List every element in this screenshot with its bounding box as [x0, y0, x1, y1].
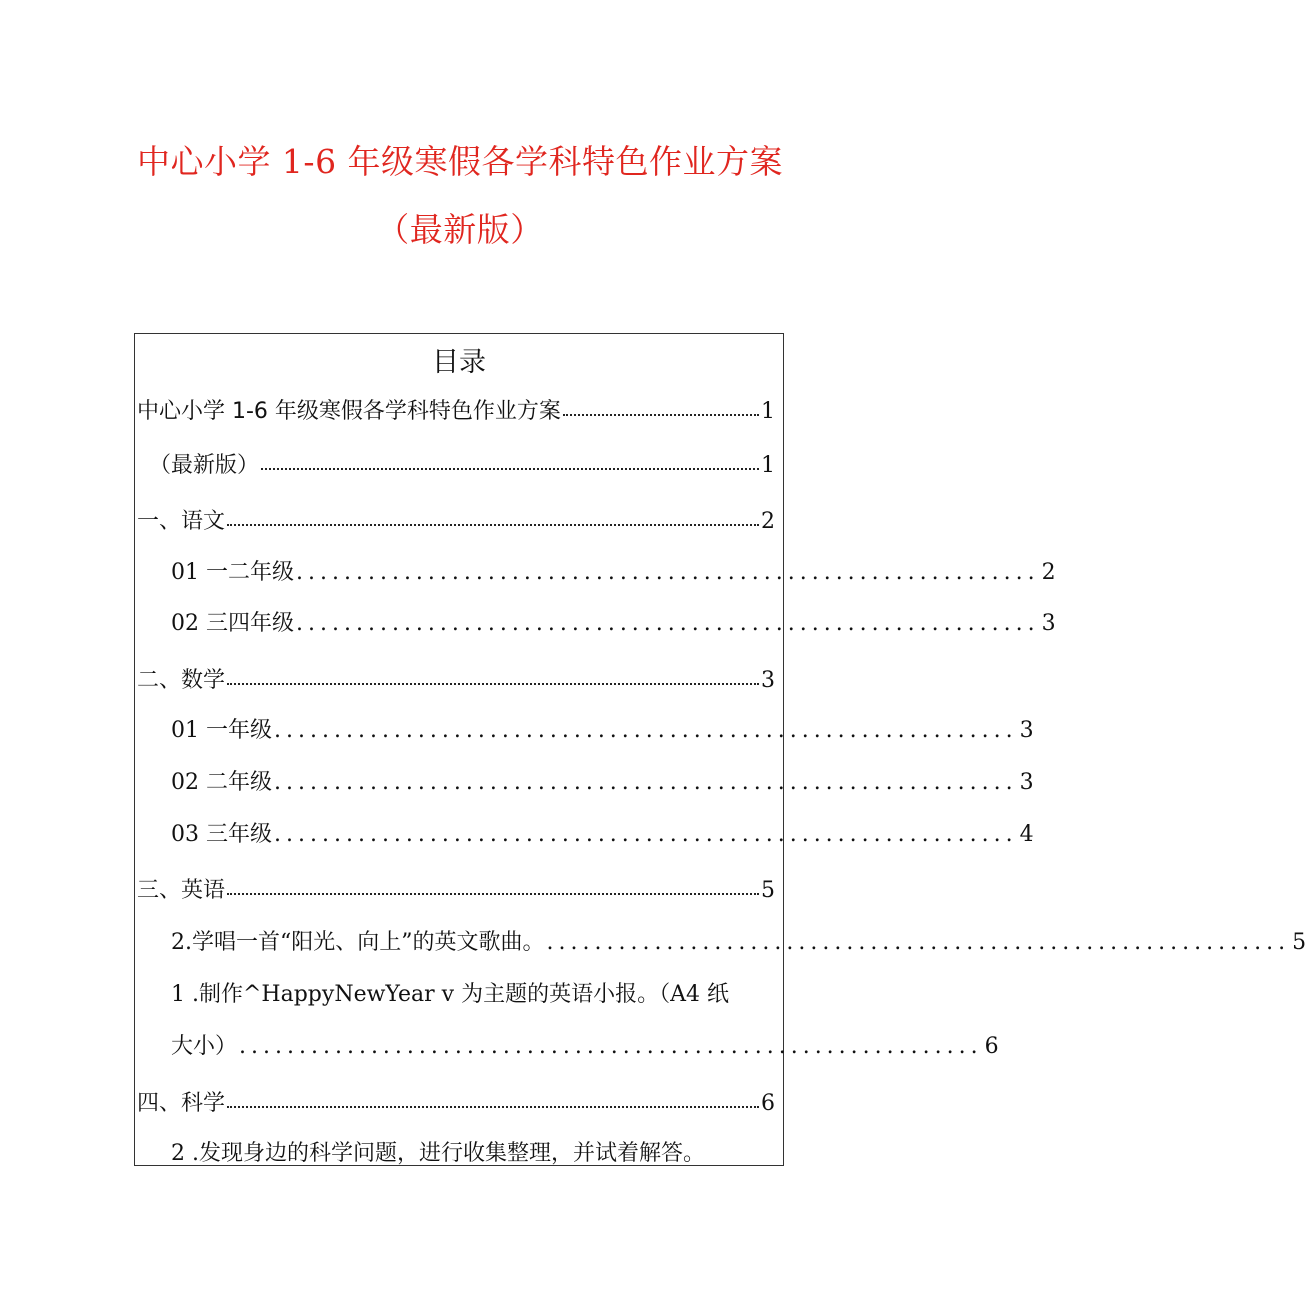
- toc-leader: [227, 524, 759, 526]
- toc-entry-text[interactable]: 2 .发现身边的科学问题，进行收集整理，并试着解答。: [171, 1141, 705, 1166]
- toc-entry[interactable]: [171, 555, 1056, 586]
- toc-entry-text: （最新版）: [149, 453, 260, 478]
- toc-heading: 目录: [432, 347, 486, 378]
- toc-entry-text: 02 三四年级: [171, 611, 294, 636]
- toc-entry-text: 三、英语: [137, 878, 226, 903]
- toc-leader: ..............................................................: [296, 611, 1040, 636]
- toc-leader: ..............................................................: [274, 822, 1018, 847]
- toc-entry-text: 01 一年级: [171, 718, 272, 743]
- toc-page-number: 4: [1019, 822, 1034, 847]
- toc-leader: ..............................................................: [239, 1034, 983, 1059]
- toc-page-number: 2: [1041, 560, 1056, 585]
- toc-leader: ..............................................................: [546, 930, 1291, 955]
- document-title: 中心小学 1-6 年级寒假各学科特色作业方案: [136, 142, 784, 181]
- toc-leader: ..............................................................: [274, 770, 1018, 795]
- toc-page-number: 3: [761, 668, 775, 693]
- toc-page-number: 3: [1041, 611, 1056, 636]
- table-of-contents: [134, 333, 1306, 1166]
- toc-page-number: 5: [1292, 930, 1306, 955]
- toc-page-number: 6: [984, 1034, 999, 1059]
- toc-entry[interactable]: [171, 765, 1034, 796]
- toc-page-number: 3: [1019, 718, 1034, 743]
- toc-leader: [227, 683, 759, 685]
- toc-entry[interactable]: [149, 448, 775, 479]
- toc-leader: [227, 893, 759, 895]
- toc-entry-text: 大小）: [171, 1034, 238, 1059]
- toc-page-number: 5: [761, 878, 775, 903]
- toc-leader: [261, 468, 759, 470]
- toc-entry-text: 03 三年级: [171, 822, 272, 847]
- toc-entry-text: 中心小学 1-6 年级寒假各学科特色作业方案: [137, 399, 561, 424]
- toc-entry[interactable]: [137, 1086, 775, 1117]
- toc-entry-text: 四、科学: [137, 1091, 226, 1116]
- toc-leader: ..............................................................: [296, 560, 1040, 585]
- toc-entry-text: 二、数学: [137, 668, 226, 693]
- toc-page-number: 6: [761, 1091, 775, 1116]
- toc-entry[interactable]: [137, 394, 775, 425]
- toc-entry[interactable]: [171, 1029, 999, 1060]
- toc-entry[interactable]: [171, 606, 1056, 637]
- toc-page-number: 1: [761, 453, 775, 478]
- toc-page-number: 1: [761, 399, 775, 424]
- toc-entry[interactable]: [137, 663, 775, 694]
- toc-entry-text[interactable]: 1 .制作^HappyNewYear v 为主题的英语小报。（A4 纸: [171, 982, 729, 1007]
- document-subtitle: （最新版）: [376, 210, 544, 249]
- toc-leader: ..............................................................: [274, 718, 1018, 743]
- toc-leader: [563, 414, 759, 416]
- toc-entry-text: 01 一二年级: [171, 560, 294, 585]
- toc-entry-text: 一、语文: [137, 509, 226, 534]
- toc-entry[interactable]: [137, 504, 775, 535]
- toc-page-number: 2: [761, 509, 775, 534]
- toc-entry-text: 2.学唱一首“阳光、向上”的英文歌曲。: [171, 930, 545, 955]
- toc-entry[interactable]: [171, 925, 1306, 956]
- toc-page-number: 3: [1019, 770, 1034, 795]
- toc-entry[interactable]: [137, 873, 775, 904]
- toc-entry[interactable]: [171, 817, 1034, 848]
- toc-entry[interactable]: [171, 713, 1034, 744]
- toc-entry-text: 02 二年级: [171, 770, 272, 795]
- toc-leader: [227, 1106, 759, 1108]
